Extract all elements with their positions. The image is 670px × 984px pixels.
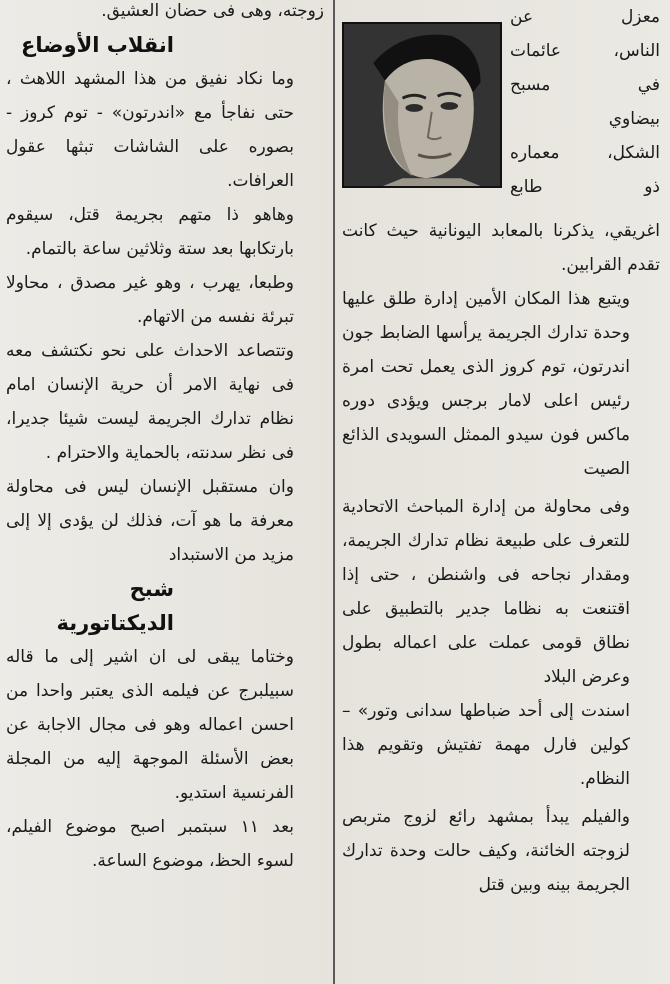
paragraph: وفى محاولة من إدارة المباحث الاتحادية للتعرف على طبيعة نظام تدارك الجريمة، ومقدار نجاحه فى واشنطن ، حتى إذا اقتنعت به نظاما جدير بالتطبيق على نطاق قومى عملت على اعماله بطول وعرض البلاد [342,497,630,687]
paragraph: وان مستقبل الإنسان ليس فى محاولة معرفة ما هو آت، فذلك لن يؤدى إلا إلى مزيد من الاستبداد [6,477,294,565]
text-line: الناس، عائمات [510,41,660,61]
text-line: معزل عن [510,7,660,27]
paragraph: وطبعا، يهرب ، وهو غير مصدق ، محاولا تبرئة نفسه من الاتهام. [6,273,294,327]
left-column [6,0,324,984]
section-heading: انقلاب الأوضاع [21,33,174,57]
text-line: في مسبح [510,75,660,95]
paragraph: ويتبع هذا المكان الأمين إدارة طلق عليها وحدة تدارك الجريمة يرأسها الضابط جون اندرتون، توم كروز الذى يعمل تحت امرة رئيس اعلى لامار برجس ويؤدى دوره ماكس فون سيدو الممثل السويدى الذائع الصيت [342,289,630,479]
portrait-photo [342,22,502,188]
paragraph: وتتصاعد الاحداث على نحو نكتشف معه فى نهاية الامر أن حرية الإنسان امام نظام تدارك الجريمة ليست شيئا جديرا، فى نظر سدنته، بالحماية والاحترام . [6,341,294,463]
paragraph: وختاما يبقى لى ان اشير إلى ما قاله سبيلبرج عن فيلمه الذى يعتبر واحدا من احسن اعماله وهو فى مجال الاجابة عن بعض الأسئلة الموجهة إليه من المجلة الفرنسية استديو. [6,647,294,803]
section-heading: شبح الديكتاتورية [56,577,174,635]
paragraph: اسندت إلى أحد ضباطها سدانى وتور» – كولين فارل مهمة تفتيش وتقويم هذا النظام. [342,701,630,789]
paragraph: بعد ١١ سبتمبر اصبح موضوع الفيلم، لسوء الحظ، موضوع الساعة. [6,817,295,871]
text-line: الشكل، معماره [510,143,660,163]
paragraph: اغريقي، يذكرنا بالمعابد اليونانية حيث كانت تقدم القرابين. [342,221,660,275]
narrow-text-block [510,0,660,204]
column-divider [333,0,335,984]
portrait-image [344,24,500,186]
paragraph: وهاهو ذا متهم بجريمة قتل، سيقوم بارتكابها بعد ستة وثلاثين ساعة بالتمام. [6,205,294,259]
right-column [342,0,660,984]
paragraph: زوجته، وهى فى حضان العشيق. [101,1,324,21]
paragraph: وما نكاد نفيق من هذا المشهد اللاهث ، حتى نفاجأ مع «اندرتون» - توم كروز - بصوره على الشاشات تبثها عقول العرافات. [6,69,294,191]
text-line: ذو طابع [510,177,660,197]
text-line: بيضاوي [608,109,660,129]
paragraph: والفيلم يبدأ بمشهد رائع لزوج متربص لزوجته الخائنة، وكيف حالت وحدة تدارك الجريمة بينه وبين قتل [342,807,630,895]
right-body-text [342,214,660,902]
